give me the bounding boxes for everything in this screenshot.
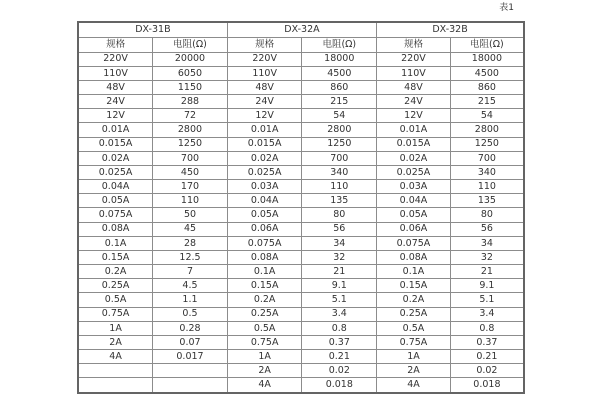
table-cell: 54 (302, 109, 377, 123)
table-cell: 1250 (302, 137, 377, 151)
table-cell: 45 (153, 222, 228, 236)
group-title-dx32a: DX-32A (227, 22, 376, 37)
table-cell: 21 (450, 265, 524, 279)
table-cell: 170 (153, 180, 228, 194)
table-row (78, 236, 524, 250)
table-cell: 0.08A (227, 250, 302, 264)
table-cell: 0.03A (227, 180, 302, 194)
table-cell: 0.075A (78, 208, 153, 222)
table-cell: 220V (377, 52, 451, 66)
table-cell: 0.07 (153, 335, 228, 349)
table-row (78, 80, 524, 94)
table-cell: 4500 (450, 66, 524, 80)
table-cell: 0.75A (377, 335, 451, 349)
table-cell: 24V (78, 95, 153, 109)
table-cell: 12V (227, 109, 302, 123)
table-cell: 72 (153, 109, 228, 123)
table-row (78, 307, 524, 321)
table-cell: 1A (227, 350, 302, 364)
table-cell: 0.1A (78, 236, 153, 250)
table-cell: 2800 (450, 123, 524, 137)
group-header-row (78, 22, 524, 37)
col-header-spec: 规格 (78, 37, 153, 52)
table-cell: 0.25A (377, 307, 451, 321)
table-cell: 32 (302, 250, 377, 264)
table-cell: 0.04A (377, 194, 451, 208)
table-cell: 0.2A (78, 265, 153, 279)
table-cell (153, 364, 228, 378)
table-cell: 0.37 (450, 335, 524, 349)
table-cell: 24V (377, 95, 451, 109)
col-header-resistance: 电阻(Ω) (302, 37, 377, 52)
column-header-row (78, 37, 524, 52)
table-cell: 110 (450, 180, 524, 194)
table-cell: 12.5 (153, 250, 228, 264)
table-cell: 0.04A (227, 194, 302, 208)
table-row (78, 137, 524, 151)
table-cell: 340 (302, 165, 377, 179)
table-row (78, 95, 524, 109)
table-cell: 1150 (153, 80, 228, 94)
table-cell: 3.4 (302, 307, 377, 321)
table-cell: 0.05A (227, 208, 302, 222)
table-caption: 表1 (499, 3, 514, 13)
table-cell: 4A (78, 350, 153, 364)
table-cell: 0.02 (302, 364, 377, 378)
table-cell: 0.02A (78, 151, 153, 165)
col-header-resistance: 电阻(Ω) (153, 37, 228, 52)
table-cell: 0.5A (227, 321, 302, 335)
table-cell: 0.25A (78, 279, 153, 293)
group-title-dx32b: DX-32B (377, 22, 524, 37)
table-row (78, 66, 524, 80)
table-cell: 0.025A (78, 165, 153, 179)
table-row (78, 350, 524, 364)
table-cell: 340 (450, 165, 524, 179)
table-cell: 80 (450, 208, 524, 222)
table-cell: 0.8 (450, 321, 524, 335)
table-cell: 32 (450, 250, 524, 264)
table-row (78, 208, 524, 222)
table-cell: 0.075A (377, 236, 451, 250)
table-cell: 0.01A (377, 123, 451, 137)
table-cell: 450 (153, 165, 228, 179)
col-header-spec: 规格 (227, 37, 302, 52)
table-cell: 1A (78, 321, 153, 335)
table-cell: 0.1A (377, 265, 451, 279)
table-cell: 0.2A (227, 293, 302, 307)
table-cell: 0.025A (227, 165, 302, 179)
table-cell: 0.02 (450, 364, 524, 378)
table-cell: 0.75A (78, 307, 153, 321)
table-cell: 0.08A (78, 222, 153, 236)
table-cell: 12V (377, 109, 451, 123)
table-cell: 18000 (302, 52, 377, 66)
table-cell: 0.06A (227, 222, 302, 236)
table-cell: 220V (78, 52, 153, 66)
table-cell: 0.05A (78, 194, 153, 208)
table-row (78, 265, 524, 279)
table-cell: 860 (302, 80, 377, 94)
table-cell: 21 (302, 265, 377, 279)
table-row (78, 250, 524, 264)
table-cell: 1.1 (153, 293, 228, 307)
table-cell: 1250 (153, 137, 228, 151)
table-row (78, 52, 524, 66)
table-cell: 28 (153, 236, 228, 250)
table-cell: 0.25A (227, 307, 302, 321)
table-row (78, 279, 524, 293)
table-cell: 0.5A (377, 321, 451, 335)
table-cell: 0.018 (450, 378, 524, 393)
table-cell: 2800 (153, 123, 228, 137)
table-cell: 0.2A (377, 293, 451, 307)
table-cell: 18000 (450, 52, 524, 66)
table-cell: 700 (302, 151, 377, 165)
table-cell: 5.1 (302, 293, 377, 307)
table-cell: 4A (227, 378, 302, 393)
table-cell: 34 (450, 236, 524, 250)
table-cell: 50 (153, 208, 228, 222)
table-header (78, 22, 524, 52)
table-cell: 3.4 (450, 307, 524, 321)
table-cell: 860 (450, 80, 524, 94)
table-cell: 110V (227, 66, 302, 80)
table-cell: 80 (302, 208, 377, 222)
table-cell: 700 (450, 151, 524, 165)
table-cell: 0.5A (78, 293, 153, 307)
table-cell: 20000 (153, 52, 228, 66)
table-cell: 2A (377, 364, 451, 378)
table-row (78, 364, 524, 378)
table-cell: 4.5 (153, 279, 228, 293)
table-cell: 0.015A (227, 137, 302, 151)
table-cell: 0.03A (377, 180, 451, 194)
col-header-spec: 规格 (377, 37, 451, 52)
table-cell: 1250 (450, 137, 524, 151)
table-cell: 7 (153, 265, 228, 279)
resistance-spec-table (77, 21, 525, 394)
table-cell: 0.75A (227, 335, 302, 349)
table-cell: 9.1 (302, 279, 377, 293)
table-row (78, 180, 524, 194)
table-cell: 0.025A (377, 165, 451, 179)
table-cell: 0.8 (302, 321, 377, 335)
table-cell: 110 (302, 180, 377, 194)
table-cell: 56 (302, 222, 377, 236)
table-cell: 0.15A (227, 279, 302, 293)
table-cell: 4500 (302, 66, 377, 80)
table-cell: 48V (78, 80, 153, 94)
table-cell: 24V (227, 95, 302, 109)
table-cell: 0.21 (302, 350, 377, 364)
table-cell: 9.1 (450, 279, 524, 293)
table-row (78, 194, 524, 208)
table-cell: 34 (302, 236, 377, 250)
table-cell: 2800 (302, 123, 377, 137)
table-cell: 0.15A (78, 250, 153, 264)
table-cell: 54 (450, 109, 524, 123)
table-row (78, 123, 524, 137)
table-cell: 2A (227, 364, 302, 378)
table-cell: 0.37 (302, 335, 377, 349)
table-cell: 0.01A (227, 123, 302, 137)
group-title-dx31b: DX-31B (78, 22, 227, 37)
table-cell: 4A (377, 378, 451, 393)
table-row (78, 165, 524, 179)
table-body (78, 52, 524, 393)
table-row (78, 109, 524, 123)
col-header-resistance: 电阻(Ω) (450, 37, 524, 52)
table-cell: 12V (78, 109, 153, 123)
table-cell: 0.01A (78, 123, 153, 137)
table-cell: 0.02A (227, 151, 302, 165)
table-cell: 6050 (153, 66, 228, 80)
table-cell: 135 (450, 194, 524, 208)
table-cell: 5.1 (450, 293, 524, 307)
table-cell: 110 (153, 194, 228, 208)
table-cell: 215 (450, 95, 524, 109)
table-cell: 110V (78, 66, 153, 80)
table-row (78, 378, 524, 393)
table-cell: 0.1A (227, 265, 302, 279)
table-cell: 0.015A (377, 137, 451, 151)
table-cell: 0.08A (377, 250, 451, 264)
table-row (78, 151, 524, 165)
table-cell: 48V (227, 80, 302, 94)
table-cell: 0.018 (302, 378, 377, 393)
table-cell: 135 (302, 194, 377, 208)
table-cell: 48V (377, 80, 451, 94)
table-cell: 0.015A (78, 137, 153, 151)
table-cell: 0.21 (450, 350, 524, 364)
table-cell (153, 378, 228, 393)
table-row (78, 293, 524, 307)
table-row (78, 335, 524, 349)
table-cell: 215 (302, 95, 377, 109)
table-cell: 0.05A (377, 208, 451, 222)
table-cell: 1A (377, 350, 451, 364)
table-cell: 0.02A (377, 151, 451, 165)
table-cell (78, 378, 153, 393)
table-cell: 0.15A (377, 279, 451, 293)
table-cell: 0.28 (153, 321, 228, 335)
table-cell: 0.075A (227, 236, 302, 250)
table-cell: 2A (78, 335, 153, 349)
table-row (78, 222, 524, 236)
table-cell (78, 364, 153, 378)
table-cell: 0.06A (377, 222, 451, 236)
table-cell: 288 (153, 95, 228, 109)
table-cell: 0.04A (78, 180, 153, 194)
table-cell: 110V (377, 66, 451, 80)
table-cell: 56 (450, 222, 524, 236)
table-cell: 0.017 (153, 350, 228, 364)
table-cell: 700 (153, 151, 228, 165)
table-row (78, 321, 524, 335)
table-cell: 0.5 (153, 307, 228, 321)
table-cell: 220V (227, 52, 302, 66)
